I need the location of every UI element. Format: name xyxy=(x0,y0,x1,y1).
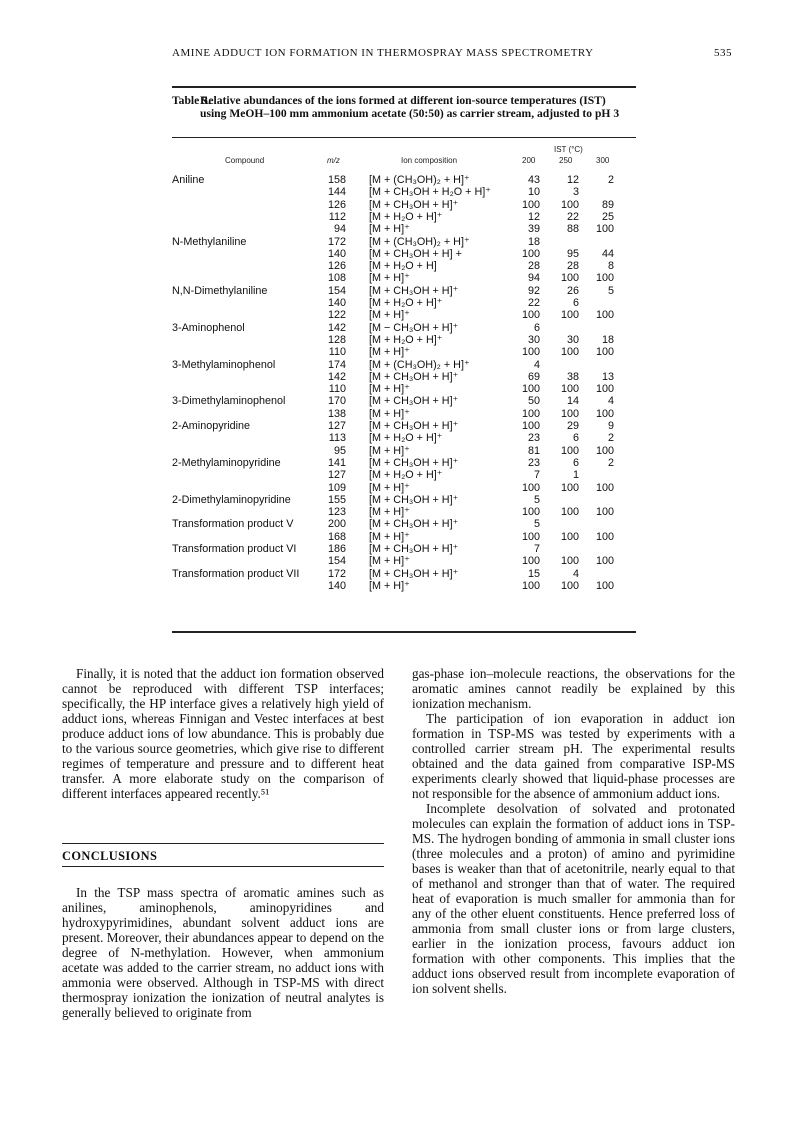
abundance-300-cell: 100 xyxy=(595,555,614,568)
abundance-200-cell: 15 xyxy=(527,567,540,580)
abundance-200-cell: 100 xyxy=(521,530,540,543)
mz-cell: 154 xyxy=(327,284,346,297)
right-column xyxy=(412,666,735,996)
table-row xyxy=(172,346,636,358)
abundance-250-cell: 100 xyxy=(560,506,579,519)
left-column-bottom xyxy=(62,885,384,1020)
table-row xyxy=(172,555,636,567)
table-row xyxy=(172,186,636,198)
abundance-300-cell: 100 xyxy=(595,272,614,285)
ion-composition-cell: [M + (CH₃OH)₂ + H]⁺ xyxy=(369,174,470,186)
abundance-250-cell: 100 xyxy=(560,579,579,592)
abundance-200-cell: 100 xyxy=(521,198,540,211)
abundance-250-cell: 100 xyxy=(560,272,579,285)
mz-cell: 142 xyxy=(327,370,346,383)
table-row xyxy=(172,408,636,420)
ion-composition-cell: [M + H]⁺ xyxy=(369,555,410,568)
table-caption xyxy=(172,94,630,120)
ion-composition-cell: [M + H]⁺ xyxy=(369,579,410,592)
mz-cell: 140 xyxy=(327,247,346,260)
abundance-300-cell: 25 xyxy=(601,210,614,223)
compound-cell: Transformation product VII xyxy=(172,567,300,580)
mz-cell: 108 xyxy=(327,272,346,285)
abundance-200-cell: 12 xyxy=(527,210,540,223)
mz-cell: 109 xyxy=(327,481,346,494)
abundance-200-cell: 100 xyxy=(521,555,540,568)
ion-composition-cell: [M + CH₃OH + H]⁺ xyxy=(369,543,459,555)
abundance-200-cell: 7 xyxy=(533,543,540,555)
mz-cell: 144 xyxy=(327,186,346,199)
header-250: 250 xyxy=(559,156,573,165)
mz-cell: 94 xyxy=(333,223,346,236)
table-row xyxy=(172,383,636,395)
ion-composition-cell: [M + CH₃OH + H]⁺ xyxy=(369,567,459,580)
abundance-200-cell: 50 xyxy=(527,395,540,408)
abundance-200-cell: 100 xyxy=(521,481,540,494)
compound-cell: Aniline xyxy=(172,174,205,186)
header-ion: Ion composition xyxy=(401,156,458,165)
left-column-top xyxy=(62,666,384,801)
abundance-250-cell: 28 xyxy=(566,260,579,273)
table-row xyxy=(172,531,636,543)
table-row xyxy=(172,580,636,592)
header-compound: Compound xyxy=(225,156,265,165)
mz-cell: 154 xyxy=(327,555,346,568)
paragraph: In the TSP mass spectra of aromatic amines such as anilines, aminophenols, aminopyridines and hydroxypyrimidines, abundant solvent adduct ions are present. Moreover, their abundances appear to depend on the degree of N-methylation. However, when ammonium acetate was added to the carrier stream, no adduct ions with ammonia were observed. Although in TSP-MS with direct thermospray ionization the ionization of neutral analytes is generally believed to originate from xyxy=(62,885,384,1020)
abundance-200-cell: 81 xyxy=(527,444,540,457)
abundance-250-cell: 38 xyxy=(566,370,579,383)
abundance-200-cell: 100 xyxy=(521,420,540,432)
mz-cell: 140 xyxy=(327,579,346,592)
abundance-200-cell: 100 xyxy=(521,383,540,396)
abundance-200-cell: 6 xyxy=(533,321,540,334)
abundance-200-cell: 10 xyxy=(527,186,540,199)
table-row xyxy=(172,248,636,260)
table-row xyxy=(172,223,636,235)
table-row xyxy=(172,334,636,346)
abundance-250-cell: 100 xyxy=(560,383,579,396)
header-300: 300 xyxy=(596,156,610,165)
mz-cell: 126 xyxy=(327,260,346,273)
table-row xyxy=(172,518,636,530)
top-rule xyxy=(172,86,636,88)
ion-composition-cell: [M + CH₃OH + H]⁺ xyxy=(369,493,459,506)
table-row xyxy=(172,297,636,309)
abundance-200-cell: 18 xyxy=(527,235,540,248)
abundance-300-cell: 2 xyxy=(607,174,614,186)
paragraph: Finally, it is noted that the adduct ion formation observed cannot be reproduced with different TSP interfaces; specifically, the HP interface gives a relatively high yield of adduct ions, whereas Finnigan and Vestec interfaces at best produce adduct ions of low abundance. This is probably due to the various source geometries, which give rise to different regimes of temperature and pressure and to different heat transfer. A more elaborate study on the comparison of different interfaces appeared recently.⁵¹ xyxy=(62,666,384,801)
abundance-250-cell: 26 xyxy=(566,284,579,297)
abundance-300-cell: 100 xyxy=(595,346,614,359)
mz-cell: 140 xyxy=(327,297,346,309)
abundance-300-cell: 100 xyxy=(595,407,614,420)
compound-cell: 3-Methylaminophenol xyxy=(172,358,276,371)
mz-cell: 186 xyxy=(327,543,346,555)
mz-cell: 172 xyxy=(327,235,346,248)
abundance-250-cell: 14 xyxy=(566,395,579,408)
mz-cell: 126 xyxy=(327,198,346,211)
abundance-250-cell: 95 xyxy=(566,247,579,260)
abundance-250-cell: 6 xyxy=(572,297,579,309)
table-row xyxy=(172,272,636,284)
compound-cell: Transformation product V xyxy=(172,518,294,531)
abundance-200-cell: 23 xyxy=(527,456,540,469)
abundance-300-cell: 89 xyxy=(601,198,614,211)
ion-composition-cell: [M + CH₃OH + H₂O + H]⁺ xyxy=(369,186,491,199)
mz-cell: 142 xyxy=(327,321,346,334)
mz-cell: 113 xyxy=(328,432,346,445)
table-row xyxy=(172,457,636,469)
abundance-200-cell: 100 xyxy=(521,346,540,359)
abundance-250-cell: 100 xyxy=(560,444,579,457)
table-row xyxy=(172,309,636,321)
table-row xyxy=(172,395,636,407)
ion-composition-cell: [M + H]⁺ xyxy=(369,481,410,494)
abundance-250-cell: 100 xyxy=(560,346,579,359)
abundance-200-cell: 69 xyxy=(527,370,540,383)
table-row xyxy=(172,260,636,272)
running-title: AMINE ADDUCT ION FORMATION IN THERMOSPRAY MASS SPECTROMETRY xyxy=(172,47,594,59)
ion-composition-cell: [M + CH₃OH + H]⁺ xyxy=(369,284,459,297)
compound-cell: 2-Aminopyridine xyxy=(172,420,251,432)
abundance-300-cell: 100 xyxy=(595,506,614,519)
ion-composition-cell: [M + CH₃OH + H]⁺ xyxy=(369,198,459,211)
abundance-300-cell: 100 xyxy=(595,223,614,236)
mz-cell: 122 xyxy=(327,309,346,322)
abundance-300-cell: 100 xyxy=(595,579,614,592)
abundance-300-cell: 100 xyxy=(595,481,614,494)
compound-cell: Transformation product VI xyxy=(172,543,297,555)
compound-cell: 2-Methylaminopyridine xyxy=(172,456,281,469)
ion-composition-cell: [M + H]⁺ xyxy=(369,444,410,457)
table-caption-text: Relative abundances of the ions formed at different ion-source temperatures (IST) using MeOH–100 mm ammonium acetate (50:50) as carrier stream, adjusted to pH 3 xyxy=(200,94,620,120)
abundance-250-cell: 100 xyxy=(560,309,579,322)
paragraph: gas-phase ion–molecule reactions, the observations for the aromatic amines cannot readily be explained by this ionization mechanism. xyxy=(412,666,735,711)
ion-composition-cell: [M + H₂O + H]⁺ xyxy=(369,469,443,482)
abundance-200-cell: 7 xyxy=(533,469,540,482)
mz-cell: 110 xyxy=(328,346,346,359)
ion-composition-cell: [M + CH₃OH + H]⁺ xyxy=(369,395,459,408)
section-heading-conclusions: CONCLUSIONS xyxy=(62,849,158,863)
table-bottom-rule xyxy=(172,631,636,633)
page-number: 535 xyxy=(714,47,732,59)
abundance-200-cell: 100 xyxy=(521,579,540,592)
abundance-200-cell: 30 xyxy=(527,333,540,346)
table-row xyxy=(172,236,636,248)
abundance-300-cell: 2 xyxy=(607,432,614,445)
table-row xyxy=(172,199,636,211)
mz-cell: 95 xyxy=(333,444,346,457)
abundance-250-cell: 6 xyxy=(572,432,579,445)
abundance-300-cell: 2 xyxy=(607,456,614,469)
ion-composition-cell: [M + CH₃OH + H]⁺ xyxy=(369,420,459,432)
mz-cell: 127 xyxy=(327,469,346,482)
table-row xyxy=(172,506,636,518)
abundance-200-cell: 4 xyxy=(533,358,540,371)
abundance-200-cell: 100 xyxy=(521,506,540,519)
mz-cell: 128 xyxy=(327,333,346,346)
abundance-250-cell: 100 xyxy=(560,481,579,494)
table-row xyxy=(172,420,636,432)
abundance-200-cell: 5 xyxy=(533,518,540,531)
compound-cell: N,N-Dimethylaniline xyxy=(172,284,268,297)
mz-cell: 170 xyxy=(327,395,346,408)
mz-cell: 155 xyxy=(327,493,346,506)
mz-cell: 141 xyxy=(327,456,346,469)
abundance-300-cell: 44 xyxy=(601,247,614,260)
ion-composition-cell: [M + CH₃OH + H]⁺ xyxy=(369,518,459,531)
mz-cell: 110 xyxy=(328,383,346,396)
abundance-200-cell: 23 xyxy=(527,432,540,445)
compound-cell: 3-Aminophenol xyxy=(172,321,245,334)
ion-composition-cell: [M + H]⁺ xyxy=(369,309,410,322)
table-row xyxy=(172,432,636,444)
abundance-200-cell: 43 xyxy=(527,174,540,186)
ion-composition-cell: [M + H₂O + H]⁺ xyxy=(369,297,443,309)
mz-cell: 138 xyxy=(327,407,346,420)
abundance-200-cell: 100 xyxy=(521,407,540,420)
ion-composition-cell: [M − CH₃OH + H]⁺ xyxy=(369,321,459,334)
mz-cell: 200 xyxy=(327,518,346,531)
table-row xyxy=(172,568,636,580)
abundance-250-cell: 100 xyxy=(560,530,579,543)
abundance-200-cell: 39 xyxy=(527,223,540,236)
mz-cell: 174 xyxy=(327,358,346,371)
header-ist: IST (°C) xyxy=(554,145,583,154)
compound-cell: 2-Dimethylaminopyridine xyxy=(172,493,291,506)
abundance-250-cell: 3 xyxy=(572,186,579,199)
abundance-200-cell: 92 xyxy=(527,284,540,297)
abundance-250-cell: 1 xyxy=(572,469,579,482)
abundance-300-cell: 8 xyxy=(607,260,614,273)
table-row xyxy=(172,322,636,334)
abundance-250-cell: 12 xyxy=(566,174,579,186)
ion-composition-cell: [M + H]⁺ xyxy=(369,407,410,420)
table-row xyxy=(172,494,636,506)
ion-composition-cell: [M + H]⁺ xyxy=(369,383,410,396)
mz-cell: 123 xyxy=(327,506,346,519)
ion-composition-cell: [M + H₂O + H]⁺ xyxy=(369,333,443,346)
compound-cell: N-Methylaniline xyxy=(172,235,247,248)
abundance-300-cell: 100 xyxy=(595,530,614,543)
ion-composition-cell: [M + H₂O + H] xyxy=(369,260,437,273)
ion-composition-cell: [M + H]⁺ xyxy=(369,346,410,359)
table-row xyxy=(172,469,636,481)
table-row xyxy=(172,211,636,223)
table-row xyxy=(172,445,636,457)
abundance-200-cell: 5 xyxy=(533,493,540,506)
abundance-300-cell: 18 xyxy=(601,333,614,346)
paragraph: Incomplete desolvation of solvated and protonated molecules can explain the formation of adduct ions in TSP-MS. The hydrogen bonding of ammonia in small cluster ions (three molecules and a proton) of amino and pyrimidine bases is weaker than that of acetonitrile, nearly equal to that of methanol and stronger than that of water. The required heat of evaporation is much smaller for ammonia than for any of the other eluent constituents. Hence preferred loss of ammonia from small cluster ions or from large clusters, earlier in the ionization process, favours adduct ion formation with other components. This implies that the adduct ions observed result from incomplete evaporation of ion solvent shells. xyxy=(412,801,735,996)
ion-composition-cell: [M + H₂O + H]⁺ xyxy=(369,432,443,445)
table-row xyxy=(172,371,636,383)
mz-cell: 168 xyxy=(327,530,346,543)
mz-cell: 112 xyxy=(328,210,346,223)
abundance-300-cell: 9 xyxy=(607,420,614,432)
abundance-200-cell: 94 xyxy=(527,272,540,285)
table-row xyxy=(172,285,636,297)
abundance-250-cell: 22 xyxy=(566,210,579,223)
abundance-250-cell: 100 xyxy=(560,407,579,420)
abundance-250-cell: 30 xyxy=(566,333,579,346)
paragraph: The participation of ion evaporation in adduct ion formation in TSP-MS was tested by experiments with a controlled carrier stream pH. The experimental results obtained and the data gained from comparative ISP-MS experiments clearly showed that liquid-phase processes are not responsible for the absence of ammonium adduct ions. xyxy=(412,711,735,801)
header-200: 200 xyxy=(522,156,536,165)
table-label: Table 5. xyxy=(172,94,211,107)
mz-cell: 127 xyxy=(327,420,346,432)
abundance-250-cell: 6 xyxy=(572,456,579,469)
table-row xyxy=(172,174,636,186)
mz-cell: 172 xyxy=(327,567,346,580)
ion-composition-cell: [M + H₂O + H]⁺ xyxy=(369,210,443,223)
abundance-300-cell: 5 xyxy=(607,284,614,297)
mz-cell: 158 xyxy=(327,174,346,186)
abundance-300-cell: 13 xyxy=(601,370,614,383)
ion-composition-cell: [M + H]⁺ xyxy=(369,506,410,519)
ion-composition-cell: [M + (CH₃OH)₂ + H]⁺ xyxy=(369,235,470,248)
abundance-300-cell: 100 xyxy=(595,383,614,396)
table-row xyxy=(172,543,636,555)
abundance-250-cell: 100 xyxy=(560,198,579,211)
abundance-250-cell: 29 xyxy=(566,420,579,432)
abundance-300-cell: 4 xyxy=(607,395,614,408)
ion-composition-cell: [M + H]⁺ xyxy=(369,272,410,285)
conclusions-top-rule xyxy=(62,843,384,844)
abundance-250-cell: 100 xyxy=(560,555,579,568)
abundance-200-cell: 22 xyxy=(527,297,540,309)
table-row xyxy=(172,482,636,494)
ion-composition-cell: [M + (CH₃OH)₂ + H]⁺ xyxy=(369,358,470,371)
abundance-250-cell: 4 xyxy=(572,567,579,580)
abundance-200-cell: 28 xyxy=(527,260,540,273)
abundance-300-cell: 100 xyxy=(595,309,614,322)
ion-composition-cell: [M + CH₃OH + H]⁺ xyxy=(369,456,459,469)
abundance-200-cell: 100 xyxy=(521,309,540,322)
abundance-300-cell: 100 xyxy=(595,444,614,457)
ion-composition-cell: [M + CH₃OH + H]⁺ xyxy=(369,370,459,383)
header-mz: m/z xyxy=(327,156,340,165)
table-row xyxy=(172,359,636,371)
compound-cell: 3-Dimethylaminophenol xyxy=(172,395,286,408)
conclusions-bottom-rule xyxy=(62,866,384,867)
ion-composition-cell: [M + H]⁺ xyxy=(369,530,410,543)
abundance-200-cell: 100 xyxy=(521,247,540,260)
table-header-top-rule xyxy=(172,137,636,138)
abundance-250-cell: 88 xyxy=(566,223,579,236)
ion-composition-cell: [M + H]⁺ xyxy=(369,223,410,236)
ion-composition-cell: [M + CH₃OH + H] + xyxy=(369,247,462,260)
